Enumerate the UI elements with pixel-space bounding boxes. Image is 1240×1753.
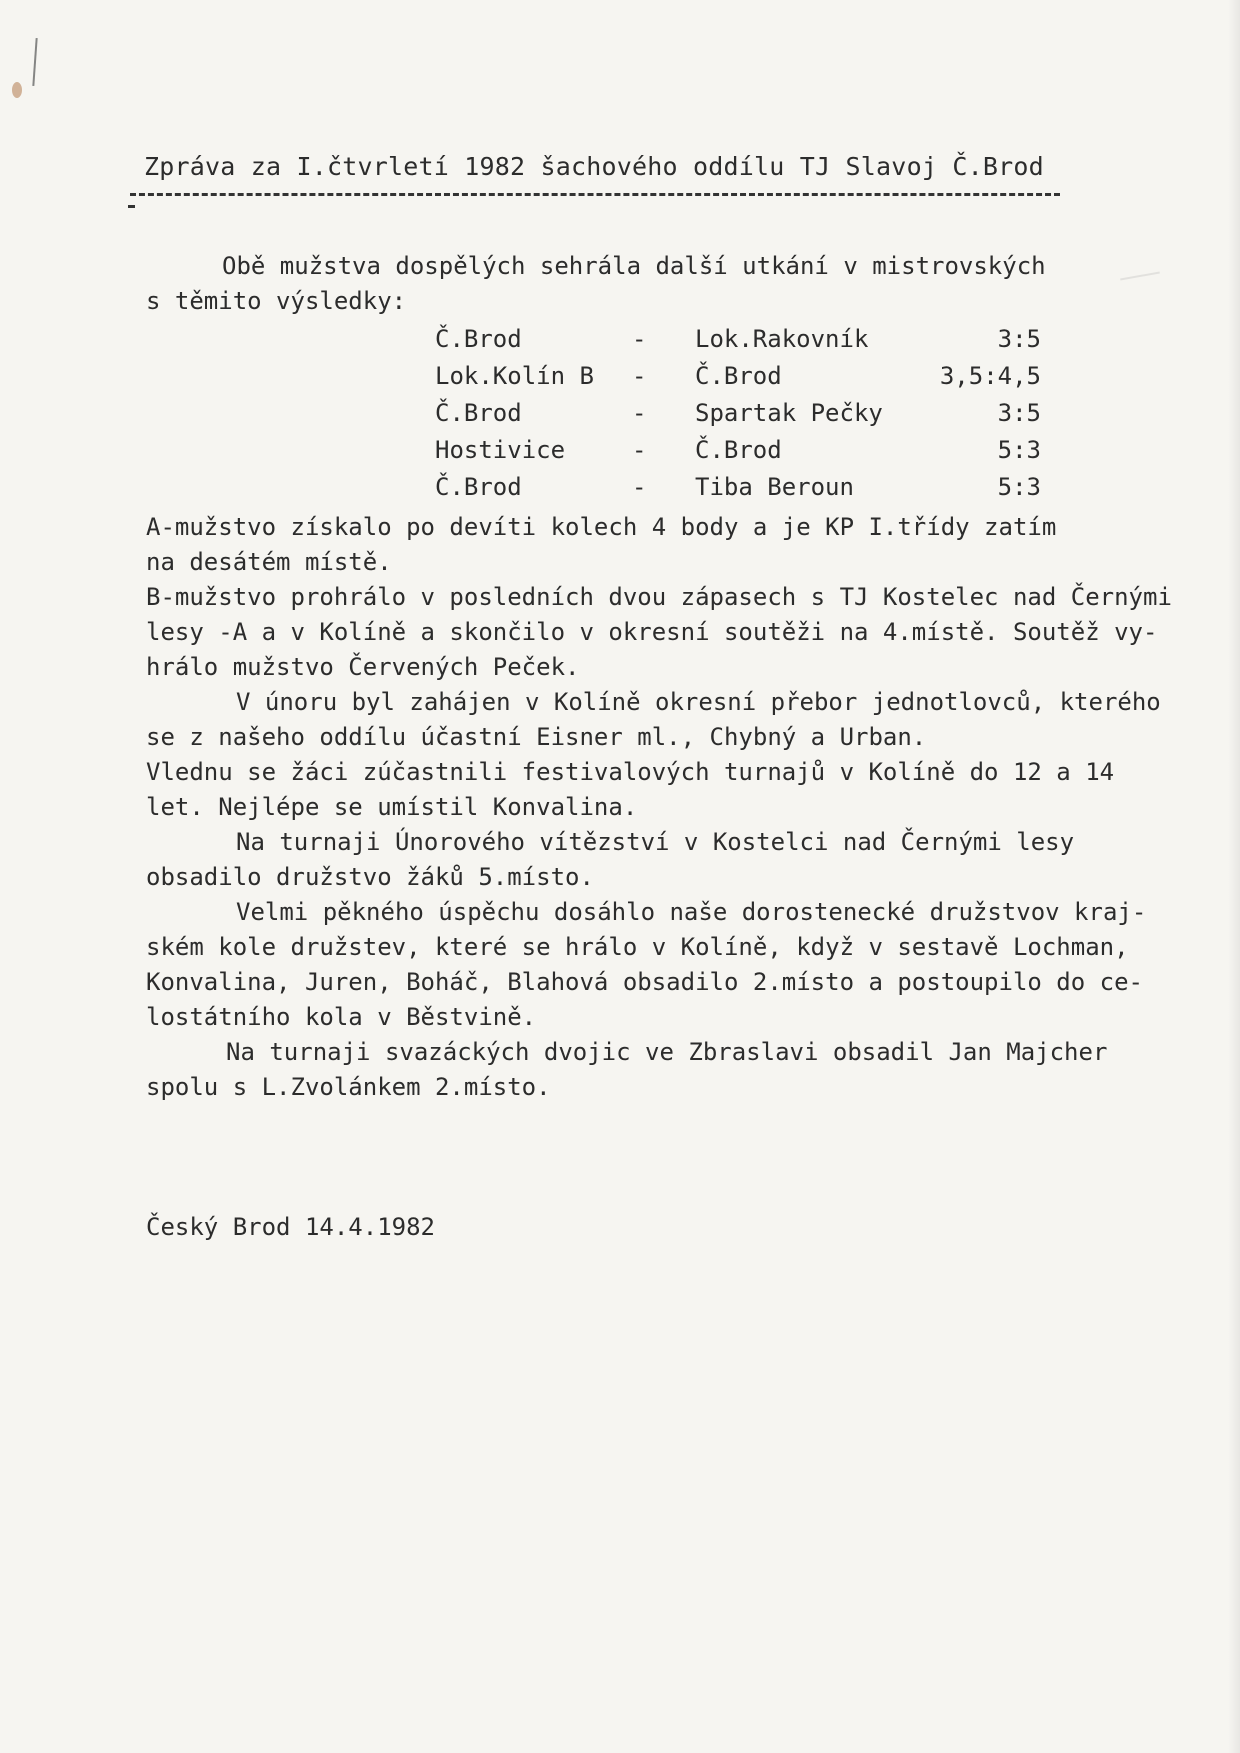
separator: -	[632, 325, 647, 353]
separator: -	[632, 473, 647, 501]
body-line: lesy -A a v Kolíně a skončilo v okresní soutěži na 4.místě. Soutěž vy-	[146, 618, 1158, 646]
body-line: se z našeho oddílu účastní Eisner ml., Chybný a Urban.	[146, 723, 927, 751]
body-line: A-mužstvo získalo po devíti kolech 4 body a je KP I.třídy zatím	[146, 513, 1057, 541]
result-row	[435, 432, 1055, 469]
away-team: Tiba Beroun	[695, 473, 854, 501]
body-line: B-mužstvo prohrálo v posledních dvou zápasech s TJ Kostelec nad Černými	[146, 583, 1172, 611]
pen-mark	[32, 38, 37, 86]
paper-stain	[12, 82, 22, 98]
body-line: Velmi pěkného úspěchu dosáhlo naše dorostenecké družstvov kraj-	[236, 898, 1147, 926]
body-line: obsadilo družstvo žáků 5.místo.	[146, 863, 594, 891]
away-team: Č.Brod	[695, 362, 782, 390]
home-team: Č.Brod	[435, 473, 522, 501]
body-line: hrálo mužstvo Červených Peček.	[146, 653, 580, 681]
result-row	[435, 321, 1055, 358]
body-line: let. Nejlépe se umístil Konvalina.	[146, 793, 638, 821]
score: 5:3	[997, 436, 1041, 464]
score: 3,5:4,5	[939, 362, 1041, 390]
away-team: Spartak Pečky	[695, 399, 883, 427]
body-line: spolu s L.Zvolánkem 2.místo.	[146, 1073, 551, 1101]
title-underline	[130, 193, 1060, 196]
separator: -	[632, 362, 647, 390]
home-team: Hostivice	[435, 436, 566, 464]
separator: -	[632, 436, 647, 464]
results-table	[435, 321, 1055, 506]
body-line: na desátém místě.	[146, 548, 392, 576]
intro-line: s těmito výsledky:	[146, 287, 407, 315]
away-team: Č.Brod	[695, 436, 782, 464]
body-line: V únoru byl zahájen v Kolíně okresní přebor jednotlovců, kterého	[236, 688, 1161, 716]
report-title: Zpráva za I.čtvrletí 1982 šachového oddílu TJ Slavoj Č.Brod	[144, 152, 1044, 181]
body-line: Na turnaji svazáckých dvojic ve Zbraslavi obsadil Jan Majcher	[226, 1038, 1108, 1066]
body-line: Vlednu se žáci zúčastnili festivalových turnajů v Kolíně do 12 a 14	[146, 758, 1115, 786]
body-line: lostátního kola v Běstvině.	[146, 1003, 537, 1031]
home-team: Č.Brod	[435, 399, 522, 427]
body-line: ském kole družstev, které se hrálo v Kolíně, když v sestavě Lochman,	[146, 933, 1129, 961]
underline-mark	[128, 205, 135, 208]
result-row	[435, 395, 1055, 432]
home-team: Č.Brod	[435, 325, 522, 353]
score: 3:5	[997, 399, 1041, 427]
intro-paragraph	[146, 249, 1236, 319]
body-line: Na turnaji Únorového vítězství v Kostelci nad Černými lesy	[236, 828, 1075, 856]
result-row	[435, 469, 1055, 506]
place-and-date: Český Brod 14.4.1982	[146, 1213, 435, 1241]
score: 3:5	[997, 325, 1041, 353]
report-body	[146, 510, 1236, 1105]
intro-line: Obě mužstva dospělých sehrála další utkání v mistrovských	[222, 252, 1046, 280]
home-team: Lok.Kolín B	[435, 362, 594, 390]
score: 5:3	[997, 473, 1041, 501]
separator: -	[632, 399, 647, 427]
result-row	[435, 358, 1055, 395]
away-team: Lok.Rakovník	[695, 325, 869, 353]
body-line: Konvalina, Juren, Boháč, Blahová obsadilo 2.místo a postoupilo do ce-	[146, 968, 1143, 996]
